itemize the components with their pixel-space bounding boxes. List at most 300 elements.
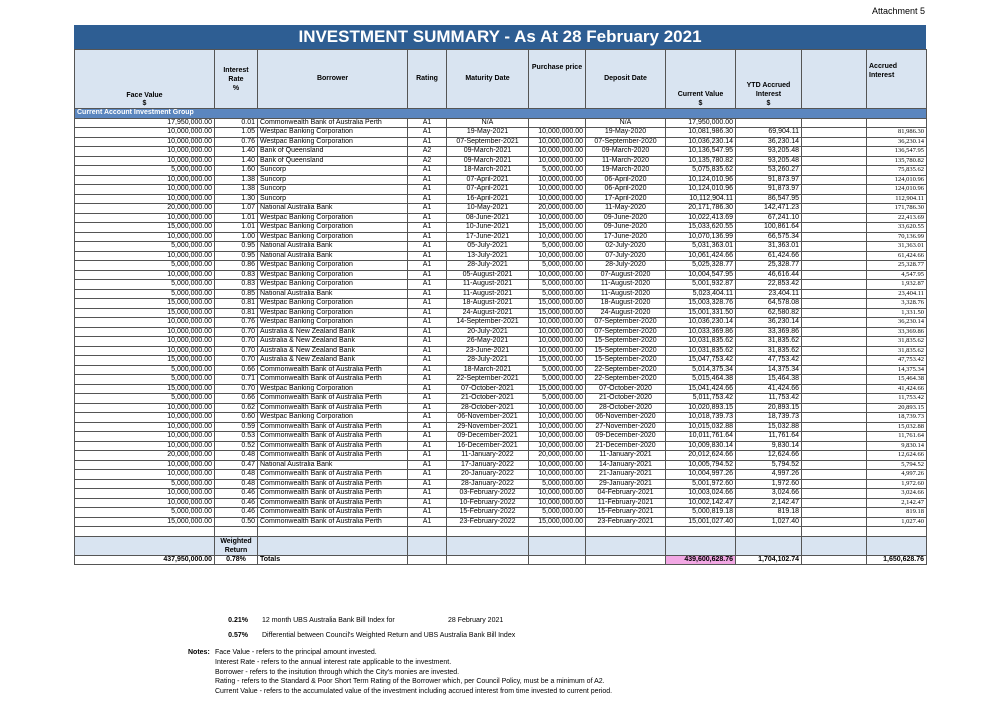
cell-current-value: 5,011,753.42 — [666, 394, 736, 404]
total-current-value: 439,600,628.76 — [666, 555, 736, 565]
cell-ytd-accrued: 66,575.34 — [736, 232, 802, 242]
cell-accrued-interest: 1,932.87 — [867, 280, 927, 290]
cell-borrower: Westpac Banking Corporation — [258, 280, 408, 290]
cell-interest-rate: 0.76 — [215, 137, 258, 147]
cell-current-value: 10,135,780.82 — [666, 156, 736, 166]
cell-blank — [802, 280, 867, 290]
cell-purchase-price: 15,000,000.00 — [529, 308, 586, 318]
cell-purchase-price — [529, 118, 586, 128]
cell-interest-rate: 0.95 — [215, 242, 258, 252]
weighted-return-row — [75, 536, 927, 555]
cell-interest-rate: 0.01 — [215, 118, 258, 128]
cell-purchase-price: 10,000,000.00 — [529, 213, 586, 223]
cell-ytd-accrued: 5,794.52 — [736, 460, 802, 470]
cell-current-value: 10,003,024.66 — [666, 489, 736, 499]
cell-accrued-interest: 23,404.11 — [867, 289, 927, 299]
cell-blank — [802, 251, 867, 261]
cell-borrower: Commonwealth Bank of Australia Perth — [258, 422, 408, 432]
cell-current-value: 10,033,369.86 — [666, 327, 736, 337]
cell-maturity-date: 17-June-2021 — [447, 232, 529, 242]
cell-borrower: National Australia Bank — [258, 204, 408, 214]
table-row — [75, 261, 927, 271]
cell-deposit-date: 06-April-2020 — [586, 185, 666, 195]
cell-interest-rate: 0.70 — [215, 327, 258, 337]
cell-ytd-accrued: 93,205.48 — [736, 156, 802, 166]
note-line: Current Value - refers to the accumulated value of the investment including accrued interest from time invested to current period. — [215, 688, 613, 696]
cell-blank — [802, 375, 867, 385]
cell-blank — [802, 470, 867, 480]
cell-borrower: Commonwealth Bank of Australia Perth — [258, 470, 408, 480]
cell-purchase-price: 10,000,000.00 — [529, 251, 586, 261]
cell-rating: A1 — [408, 223, 447, 233]
cell-accrued-interest: 20,893.15 — [867, 403, 927, 413]
cell-interest-rate: 0.47 — [215, 460, 258, 470]
table-row — [75, 118, 927, 128]
cell-purchase-price: 10,000,000.00 — [529, 137, 586, 147]
cell-blank — [802, 299, 867, 309]
cell-blank — [802, 223, 867, 233]
cell-maturity-date: 16-April-2021 — [447, 194, 529, 204]
cell-face-value: 15,000,000.00 — [75, 223, 215, 233]
cell-current-value: 5,001,932.87 — [666, 280, 736, 290]
cell-borrower: Westpac Banking Corporation — [258, 299, 408, 309]
table-row — [75, 128, 927, 138]
cell-purchase-price: 5,000,000.00 — [529, 280, 586, 290]
table-row — [75, 242, 927, 252]
cell-rating: A1 — [408, 166, 447, 176]
cell-purchase-price: 10,000,000.00 — [529, 147, 586, 157]
cell-ytd-accrued: 91,873.97 — [736, 175, 802, 185]
cell-ytd-accrued: 53,260.27 — [736, 166, 802, 176]
cell-maturity-date: 03-February-2022 — [447, 489, 529, 499]
cell-rating: A1 — [408, 479, 447, 489]
cell-interest-rate: 1.05 — [215, 128, 258, 138]
cell-ytd-accrued: 18,739.73 — [736, 413, 802, 423]
cell-accrued-interest: 4,997.26 — [867, 470, 927, 480]
cell-accrued-interest: 4,547.95 — [867, 270, 927, 280]
cell-maturity-date: 07-October-2021 — [447, 384, 529, 394]
cell-rating: A1 — [408, 517, 447, 527]
cell-purchase-price: 15,000,000.00 — [529, 299, 586, 309]
cell-interest-rate: 1.60 — [215, 166, 258, 176]
cell-ytd-accrued: 12,624.66 — [736, 451, 802, 461]
cell-rating: A2 — [408, 147, 447, 157]
cell-face-value: 10,000,000.00 — [75, 185, 215, 195]
cell-blank — [802, 460, 867, 470]
cell-interest-rate: 1.00 — [215, 232, 258, 242]
note-line: Borrower - refers to the insitution through which the City's monies are invested. — [215, 668, 460, 676]
cell-blank — [802, 213, 867, 223]
attachment-label: Attachment 5 — [871, 6, 925, 16]
cell-face-value: 20,000,000.00 — [75, 204, 215, 214]
cell-borrower: Westpac Banking Corporation — [258, 318, 408, 328]
cell-maturity-date: 10-June-2021 — [447, 223, 529, 233]
cell-rating: A1 — [408, 261, 447, 271]
table-row — [75, 508, 927, 518]
cell-accrued-interest: 75,835.62 — [867, 166, 927, 176]
cell-borrower: Suncorp — [258, 194, 408, 204]
cell-interest-rate: 1.38 — [215, 175, 258, 185]
cell-ytd-accrued: 15,464.38 — [736, 375, 802, 385]
cell-blank — [802, 175, 867, 185]
cell-deposit-date: 22-September-2020 — [586, 375, 666, 385]
cell-deposit-date: 28-July-2020 — [586, 261, 666, 271]
table-row — [75, 223, 927, 233]
cell-accrued-interest — [867, 118, 927, 128]
cell-accrued-interest: 1,027.40 — [867, 517, 927, 527]
cell-borrower: Commonwealth Bank of Australia Perth — [258, 517, 408, 527]
cell-interest-rate: 0.60 — [215, 413, 258, 423]
cell-ytd-accrued: 819.18 — [736, 508, 802, 518]
cell-face-value: 5,000,000.00 — [75, 365, 215, 375]
cell-blank — [802, 118, 867, 128]
col-purchase-price: Purchase price — [529, 50, 586, 109]
cell-borrower: Commonwealth Bank of Australia Perth — [258, 375, 408, 385]
cell-face-value: 15,000,000.00 — [75, 299, 215, 309]
cell-face-value: 10,000,000.00 — [75, 441, 215, 451]
cell-ytd-accrued — [736, 118, 802, 128]
cell-blank — [802, 432, 867, 442]
cell-interest-rate: 0.62 — [215, 403, 258, 413]
cell-current-value: 10,009,830.14 — [666, 441, 736, 451]
cell-maturity-date: 28-July-2021 — [447, 261, 529, 271]
table-row — [75, 308, 927, 318]
cell-ytd-accrued: 47,753.42 — [736, 356, 802, 366]
cell-interest-rate: 0.66 — [215, 365, 258, 375]
col-interest-rate: Interest Rate % — [215, 50, 258, 109]
cell-borrower: Commonwealth Bank of Australia Perth — [258, 118, 408, 128]
table-row — [75, 384, 927, 394]
cell-ytd-accrued: 36,230.14 — [736, 318, 802, 328]
cell-face-value: 10,000,000.00 — [75, 337, 215, 347]
cell-rating: A1 — [408, 498, 447, 508]
cell-purchase-price: 10,000,000.00 — [529, 413, 586, 423]
cell-accrued-interest: 36,230.14 — [867, 137, 927, 147]
cell-face-value: 10,000,000.00 — [75, 194, 215, 204]
cell-maturity-date: 20-January-2022 — [447, 470, 529, 480]
cell-deposit-date: 21-December-2020 — [586, 441, 666, 451]
table-row — [75, 194, 927, 204]
cell-current-value: 10,015,032.88 — [666, 422, 736, 432]
table-row — [75, 318, 927, 328]
investment-table — [74, 49, 927, 565]
cell-borrower: Commonwealth Bank of Australia Perth — [258, 498, 408, 508]
cell-maturity-date: 23-February-2022 — [447, 517, 529, 527]
cell-maturity-date: 09-December-2021 — [447, 432, 529, 442]
cell-interest-rate: 0.48 — [215, 470, 258, 480]
table-row — [75, 375, 927, 385]
cell-deposit-date: 27-November-2020 — [586, 422, 666, 432]
table-row — [75, 185, 927, 195]
col-blank — [802, 50, 867, 109]
cell-ytd-accrued: 14,375.34 — [736, 365, 802, 375]
cell-accrued-interest: 5,794.52 — [867, 460, 927, 470]
cell-borrower: Westpac Banking Corporation — [258, 270, 408, 280]
cell-ytd-accrued: 23,404.11 — [736, 289, 802, 299]
cell-face-value: 10,000,000.00 — [75, 232, 215, 242]
cell-ytd-accrued: 86,547.95 — [736, 194, 802, 204]
cell-blank — [802, 327, 867, 337]
cell-maturity-date: 10-February-2022 — [447, 498, 529, 508]
cell-current-value: 10,022,413.69 — [666, 213, 736, 223]
table-row — [75, 147, 927, 157]
cell-face-value: 17,950,000.00 — [75, 118, 215, 128]
cell-face-value: 10,000,000.00 — [75, 432, 215, 442]
cell-ytd-accrued: 69,904.11 — [736, 128, 802, 138]
cell-blank — [802, 270, 867, 280]
total-ytd-accrued: 1,704,102.74 — [736, 555, 802, 565]
cell-borrower: Bank of Queensland — [258, 156, 408, 166]
cell-ytd-accrued: 33,369.86 — [736, 327, 802, 337]
cell-maturity-date: 18-August-2021 — [447, 299, 529, 309]
cell-current-value: 15,001,027.40 — [666, 517, 736, 527]
cell-rating: A1 — [408, 194, 447, 204]
cell-maturity-date: 05-August-2021 — [447, 270, 529, 280]
cell-current-value: 10,011,761.64 — [666, 432, 736, 442]
cell-borrower: Westpac Banking Corporation — [258, 413, 408, 423]
cell-purchase-price: 5,000,000.00 — [529, 261, 586, 271]
table-row — [75, 137, 927, 147]
cell-maturity-date: 26-May-2021 — [447, 337, 529, 347]
cell-rating: A1 — [408, 128, 447, 138]
cell-face-value: 5,000,000.00 — [75, 479, 215, 489]
cell-deposit-date: 21-October-2020 — [586, 394, 666, 404]
cell-ytd-accrued: 15,032.88 — [736, 422, 802, 432]
cell-current-value: 10,018,739.73 — [666, 413, 736, 423]
table-row — [75, 337, 927, 347]
cell-maturity-date: 07-September-2021 — [447, 137, 529, 147]
cell-blank — [802, 185, 867, 195]
cell-current-value: 17,950,000.00 — [666, 118, 736, 128]
note-line: Interest Rate - refers to the annual interest rate applicable to the investment. — [215, 658, 452, 666]
cell-deposit-date: 07-September-2020 — [586, 318, 666, 328]
cell-ytd-accrued: 62,580.82 — [736, 308, 802, 318]
cell-face-value: 10,000,000.00 — [75, 498, 215, 508]
cell-maturity-date: N/A — [447, 118, 529, 128]
cell-ytd-accrued: 1,027.40 — [736, 517, 802, 527]
cell-purchase-price: 10,000,000.00 — [529, 470, 586, 480]
cell-borrower: National Australia Bank — [258, 460, 408, 470]
group-label: Current Account Investment Group — [75, 109, 927, 119]
cell-purchase-price: 10,000,000.00 — [529, 498, 586, 508]
cell-interest-rate: 0.70 — [215, 337, 258, 347]
cell-current-value: 10,070,136.99 — [666, 232, 736, 242]
table-row — [75, 175, 927, 185]
cell-deposit-date: 07-August-2020 — [586, 270, 666, 280]
cell-deposit-date: 09-June-2020 — [586, 213, 666, 223]
cell-maturity-date: 11-August-2021 — [447, 289, 529, 299]
cell-deposit-date: 09-December-2020 — [586, 432, 666, 442]
cell-deposit-date: 02-July-2020 — [586, 242, 666, 252]
cell-deposit-date: 11-May-2020 — [586, 204, 666, 214]
cell-current-value: 5,031,363.01 — [666, 242, 736, 252]
cell-rating: A1 — [408, 299, 447, 309]
table-header-row — [75, 50, 927, 109]
cell-interest-rate: 0.48 — [215, 451, 258, 461]
cell-purchase-price: 5,000,000.00 — [529, 508, 586, 518]
cell-borrower: Suncorp — [258, 175, 408, 185]
cell-maturity-date: 18-March-2021 — [447, 365, 529, 375]
cell-face-value: 5,000,000.00 — [75, 394, 215, 404]
cell-blank — [802, 137, 867, 147]
cell-borrower: Suncorp — [258, 185, 408, 195]
cell-rating: A1 — [408, 280, 447, 290]
totals-row — [75, 555, 927, 565]
cell-maturity-date: 09-March-2021 — [447, 147, 529, 157]
cell-borrower: Commonwealth Bank of Australia Perth — [258, 365, 408, 375]
cell-deposit-date: 11-August-2020 — [586, 280, 666, 290]
cell-blank — [802, 422, 867, 432]
cell-purchase-price: 10,000,000.00 — [529, 194, 586, 204]
cell-rating: A1 — [408, 242, 447, 252]
cell-borrower: Westpac Banking Corporation — [258, 261, 408, 271]
cell-ytd-accrued: 3,024.66 — [736, 489, 802, 499]
cell-interest-rate: 1.01 — [215, 213, 258, 223]
cell-rating: A1 — [408, 118, 447, 128]
cell-current-value: 5,001,972.60 — [666, 479, 736, 489]
cell-interest-rate: 0.59 — [215, 422, 258, 432]
cell-accrued-interest: 819.18 — [867, 508, 927, 518]
table-row — [75, 166, 927, 176]
cell-ytd-accrued: 20,893.15 — [736, 403, 802, 413]
cell-face-value: 5,000,000.00 — [75, 166, 215, 176]
table-row — [75, 346, 927, 356]
cell-rating: A1 — [408, 289, 447, 299]
cell-purchase-price: 15,000,000.00 — [529, 223, 586, 233]
cell-deposit-date: 06-April-2020 — [586, 175, 666, 185]
cell-purchase-price: 10,000,000.00 — [529, 128, 586, 138]
notes-label: Notes: — [188, 649, 210, 656]
totals-label: Totals — [258, 555, 408, 565]
cell-accrued-interest: 41,424.66 — [867, 384, 927, 394]
cell-accrued-interest: 1,331.50 — [867, 308, 927, 318]
cell-deposit-date: 19-May-2020 — [586, 128, 666, 138]
table-row — [75, 422, 927, 432]
cell-current-value: 10,005,794.52 — [666, 460, 736, 470]
cell-current-value: 5,015,464.38 — [666, 375, 736, 385]
cell-maturity-date: 15-February-2022 — [447, 508, 529, 518]
cell-purchase-price: 10,000,000.00 — [529, 337, 586, 347]
total-weighted-rate: 0.78% — [215, 555, 258, 565]
cell-borrower: Commonwealth Bank of Australia Perth — [258, 479, 408, 489]
cell-current-value: 15,041,424.66 — [666, 384, 736, 394]
cell-face-value: 5,000,000.00 — [75, 375, 215, 385]
cell-current-value: 5,000,819.18 — [666, 508, 736, 518]
table-row — [75, 213, 927, 223]
diff-pct: 0.57% — [228, 632, 248, 639]
cell-interest-rate: 0.66 — [215, 394, 258, 404]
cell-maturity-date: 21-October-2021 — [447, 394, 529, 404]
cell-purchase-price: 5,000,000.00 — [529, 479, 586, 489]
cell-interest-rate: 1.30 — [215, 194, 258, 204]
cell-current-value: 10,112,904.11 — [666, 194, 736, 204]
cell-interest-rate: 0.48 — [215, 479, 258, 489]
cell-ytd-accrued: 67,241.10 — [736, 213, 802, 223]
cell-ytd-accrued: 61,424.66 — [736, 251, 802, 261]
cell-blank — [802, 308, 867, 318]
cell-maturity-date: 09-March-2021 — [447, 156, 529, 166]
cell-face-value: 10,000,000.00 — [75, 213, 215, 223]
cell-ytd-accrued: 64,578.08 — [736, 299, 802, 309]
col-borrower: Borrower — [258, 50, 408, 109]
table-row — [75, 451, 927, 461]
cell-face-value: 10,000,000.00 — [75, 251, 215, 261]
cell-accrued-interest: 135,780.82 — [867, 156, 927, 166]
cell-borrower: National Australia Bank — [258, 251, 408, 261]
cell-face-value: 15,000,000.00 — [75, 517, 215, 527]
cell-deposit-date: 24-August-2020 — [586, 308, 666, 318]
cell-purchase-price: 10,000,000.00 — [529, 327, 586, 337]
cell-deposit-date: 29-January-2021 — [586, 479, 666, 489]
cell-rating: A1 — [408, 375, 447, 385]
cell-ytd-accrued: 9,830.14 — [736, 441, 802, 451]
cell-accrued-interest: 31,363.01 — [867, 242, 927, 252]
cell-ytd-accrued: 25,328.77 — [736, 261, 802, 271]
col-current-value: Current Value $ — [666, 50, 736, 109]
cell-interest-rate: 0.46 — [215, 489, 258, 499]
cell-blank — [802, 413, 867, 423]
cell-purchase-price: 10,000,000.00 — [529, 403, 586, 413]
cell-ytd-accrued: 142,471.23 — [736, 204, 802, 214]
cell-face-value: 15,000,000.00 — [75, 308, 215, 318]
cell-borrower: Westpac Banking Corporation — [258, 223, 408, 233]
cell-accrued-interest: 33,369.86 — [867, 327, 927, 337]
cell-face-value: 20,000,000.00 — [75, 451, 215, 461]
cell-blank — [802, 489, 867, 499]
cell-ytd-accrued: 22,853.42 — [736, 280, 802, 290]
total-accrued-interest: 1,650,628.76 — [867, 555, 927, 565]
col-accrued-interest: Accrued Interest — [867, 50, 927, 109]
cell-current-value: 10,004,997.26 — [666, 470, 736, 480]
cell-borrower: Westpac Banking Corporation — [258, 137, 408, 147]
cell-accrued-interest: 3,024.66 — [867, 489, 927, 499]
cell-ytd-accrued: 93,205.48 — [736, 147, 802, 157]
cell-rating: A2 — [408, 156, 447, 166]
cell-deposit-date: 28-October-2020 — [586, 403, 666, 413]
cell-deposit-date: 23-February-2021 — [586, 517, 666, 527]
col-maturity-date: Maturity Date — [447, 50, 529, 109]
cell-interest-rate: 1.40 — [215, 156, 258, 166]
cell-face-value: 10,000,000.00 — [75, 128, 215, 138]
cell-rating: A1 — [408, 251, 447, 261]
cell-borrower: Australia & New Zealand Bank — [258, 337, 408, 347]
cell-rating: A1 — [408, 270, 447, 280]
cell-rating: A1 — [408, 327, 447, 337]
cell-accrued-interest: 18,739.73 — [867, 413, 927, 423]
cell-blank — [802, 384, 867, 394]
cell-purchase-price: 10,000,000.00 — [529, 346, 586, 356]
cell-blank — [802, 365, 867, 375]
cell-deposit-date: 21-January-2021 — [586, 470, 666, 480]
cell-maturity-date: 28-January-2022 — [447, 479, 529, 489]
cell-rating: A1 — [408, 470, 447, 480]
cell-ytd-accrued: 91,873.97 — [736, 185, 802, 195]
cell-purchase-price: 10,000,000.00 — [529, 185, 586, 195]
cell-borrower: Australia & New Zealand Bank — [258, 346, 408, 356]
total-face-value: 437,950,000.00 — [75, 555, 215, 565]
cell-interest-rate: 1.07 — [215, 204, 258, 214]
cell-rating: A1 — [408, 204, 447, 214]
cell-rating: A1 — [408, 337, 447, 347]
cell-maturity-date: 23-June-2021 — [447, 346, 529, 356]
cell-ytd-accrued: 46,616.44 — [736, 270, 802, 280]
cell-current-value: 5,025,328.77 — [666, 261, 736, 271]
cell-rating: A1 — [408, 318, 447, 328]
diff-text: Differential between Council's Weighted Return and UBS Australia Bank Bill Index — [262, 632, 516, 639]
cell-accrued-interest: 124,010.96 — [867, 185, 927, 195]
cell-purchase-price: 5,000,000.00 — [529, 375, 586, 385]
cell-face-value: 5,000,000.00 — [75, 289, 215, 299]
